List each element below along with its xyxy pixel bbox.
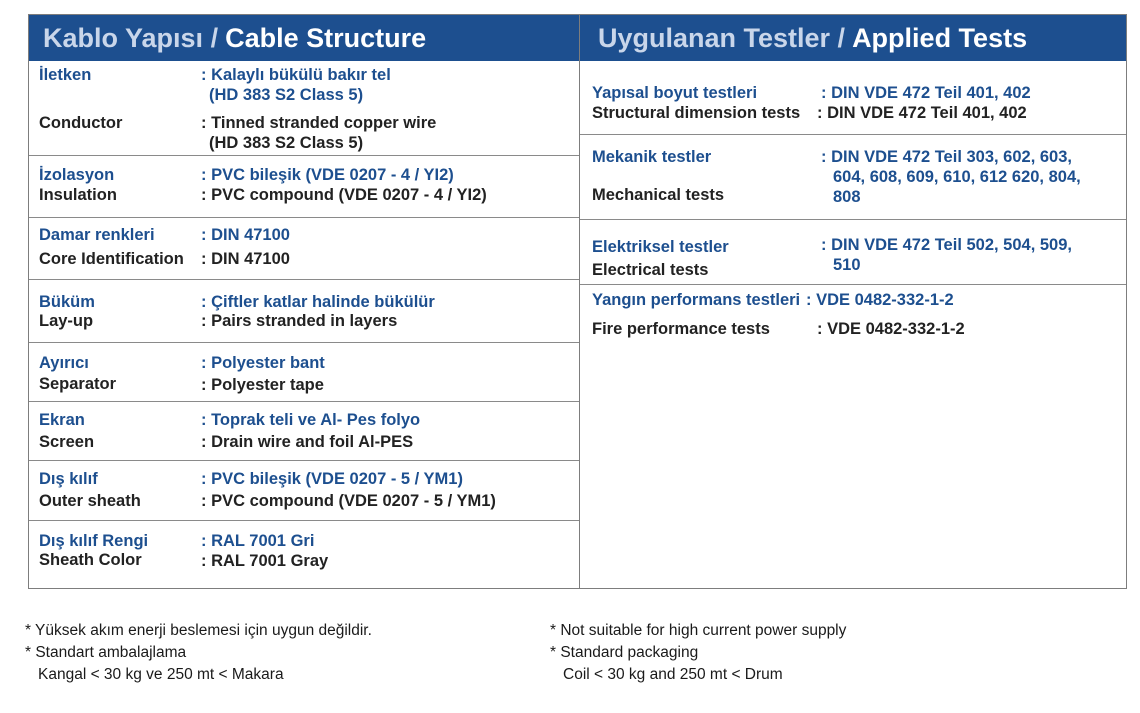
footnote-line: * Standart ambalajlama <box>25 644 187 661</box>
row-en-value-cont: (HD 383 S2 Class 5) <box>209 134 364 152</box>
row-structural-dimension-tests <box>580 61 1126 135</box>
cable-structure-panel <box>28 14 580 589</box>
header-title-en: Applied Tests <box>852 22 1028 53</box>
row-tr-label: Mekanik testler <box>592 148 712 166</box>
row-en-value: : Drain wire and foil Al-PES <box>201 433 414 451</box>
header-title-tr: Uygulanan Testler / <box>598 22 846 53</box>
row-tr-label: Damar renkleri <box>39 226 155 244</box>
row-tr-value: : DIN 47100 <box>201 226 290 244</box>
row-tr-value: : VDE 0482-332-1-2 <box>806 291 954 309</box>
row-en-label: Lay-up <box>39 312 94 330</box>
cable-structure-header <box>29 15 579 61</box>
row-en-value: : Polyester tape <box>201 376 324 394</box>
row-tr-value: : Polyester bant <box>201 354 325 372</box>
row-core-identification <box>29 218 579 280</box>
row-en-value: : Pairs stranded in layers <box>201 312 398 330</box>
row-tr-value: : Kalaylı bükülü bakır tel <box>201 66 391 84</box>
row-outer-sheath <box>29 461 579 521</box>
footnotes-tr <box>25 620 372 686</box>
row-tr-label: Ayırıcı <box>39 354 89 372</box>
footnote-line: * Not suitable for high current power supply <box>550 622 847 639</box>
row-tr-value: : PVC bileşik (VDE 0207 - 4 / YI2) <box>201 166 454 184</box>
footnote-line: * Yüksek akım enerji beslemesi için uygun değildir. <box>25 622 372 639</box>
row-tr-label: Dış kılıf <box>39 470 98 488</box>
row-tr-label: Yangın performans testleri <box>592 291 801 309</box>
row-tr-value: : RAL 7001 Gri <box>201 532 315 550</box>
row-screen <box>29 402 579 461</box>
row-en-label: Insulation <box>39 186 117 204</box>
row-en-value: : DIN 47100 <box>201 250 290 268</box>
footnote-line: Kangal < 30 kg ve 250 mt < Makara <box>38 666 284 683</box>
row-mechanical-tests <box>580 135 1126 220</box>
row-en-value: : RAL 7001 Gray <box>201 552 329 570</box>
row-tr-value-cont: 604, 608, 609, 610, 612 620, 804, <box>833 168 1081 186</box>
row-en-label: Electrical tests <box>592 261 709 279</box>
row-en-label: Structural dimension tests <box>592 104 801 122</box>
header-title-tr: Kablo Yapısı / <box>43 22 219 53</box>
row-tr-value-cont: (HD 383 S2 Class 5) <box>209 86 364 104</box>
row-tr-value: : PVC bileşik (VDE 0207 - 5 / YM1) <box>201 470 463 488</box>
row-en-label: Screen <box>39 433 95 451</box>
row-en-value: : DIN VDE 472 Teil 401, 402 <box>817 104 1027 122</box>
applied-tests-panel <box>579 14 1127 589</box>
header-title-en: Cable Structure <box>225 22 427 53</box>
row-tr-label: Büküm <box>39 293 95 311</box>
row-lay-up <box>29 280 579 343</box>
footnote-line: * Standard packaging <box>550 644 699 661</box>
applied-tests-header <box>580 15 1126 61</box>
row-tr-label: İzolasyon <box>39 166 115 184</box>
row-en-value: : VDE 0482-332-1-2 <box>817 320 965 338</box>
row-tr-label: Yapısal boyut testleri <box>592 84 758 102</box>
row-en-label: Separator <box>39 375 117 393</box>
row-tr-label: İletken <box>39 66 92 84</box>
row-en-value: : PVC compound (VDE 0207 - 5 / YM1) <box>201 492 496 510</box>
row-en-label: Fire performance tests <box>592 320 770 338</box>
row-tr-label: Ekran <box>39 411 85 429</box>
row-tr-value: : Çiftler katlar halinde bükülür <box>201 293 435 311</box>
footnote-line: Coil < 30 kg and 250 mt < Drum <box>563 666 783 683</box>
row-separator <box>29 343 579 402</box>
row-sheath-color <box>29 521 579 583</box>
row-tr-value-cont: 808 <box>833 188 861 206</box>
row-conductor <box>29 61 579 156</box>
row-en-value: : PVC compound (VDE 0207 - 4 / YI2) <box>201 186 487 204</box>
row-en-label: Conductor <box>39 114 123 132</box>
row-en-label: Core Identification <box>39 250 184 268</box>
row-tr-value: : Toprak teli ve Al- Pes folyo <box>201 411 421 429</box>
row-tr-value: : DIN VDE 472 Teil 401, 402 <box>821 84 1031 102</box>
row-tr-label: Dış kılıf Rengi <box>39 532 149 550</box>
row-tr-value: : DIN VDE 472 Teil 303, 602, 603, <box>821 148 1072 166</box>
row-tr-value: : DIN VDE 472 Teil 502, 504, 509, <box>821 236 1072 254</box>
row-en-value: : Tinned stranded copper wire <box>201 114 437 132</box>
row-tr-value-cont: 510 <box>833 256 861 274</box>
row-fire-performance-tests <box>580 285 1126 586</box>
row-en-label: Mechanical tests <box>592 186 725 204</box>
footnotes-en <box>550 620 846 686</box>
row-tr-label: Elektriksel testler <box>592 238 729 256</box>
row-electrical-tests <box>580 220 1126 285</box>
row-insulation <box>29 156 579 218</box>
row-en-label: Outer sheath <box>39 492 141 510</box>
row-en-label: Sheath Color <box>39 551 142 569</box>
